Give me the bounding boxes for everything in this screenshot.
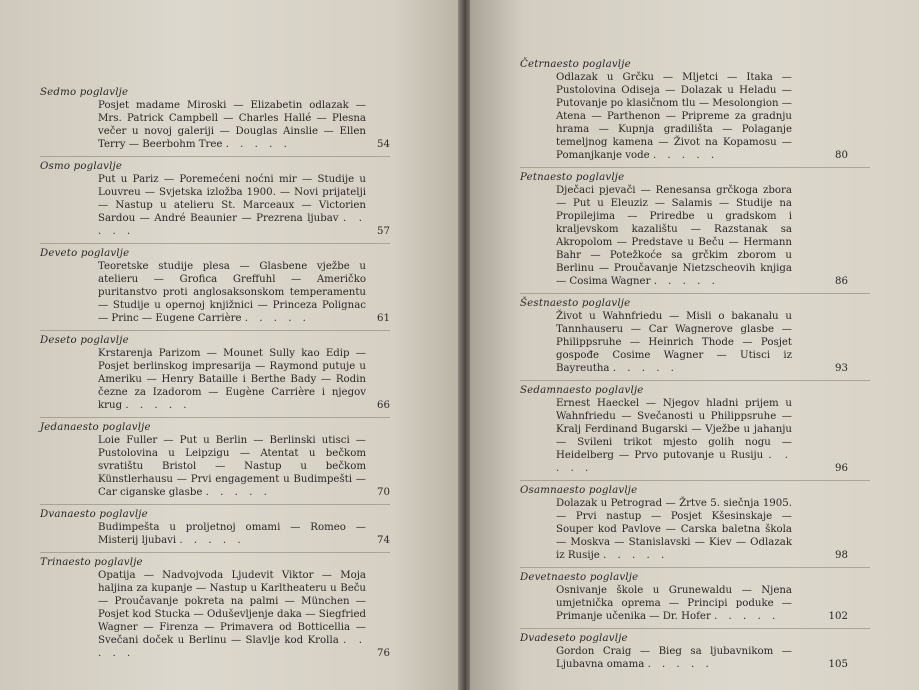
chapter-8 [40, 160, 390, 240]
chapter-summary-text: Odlazak u Grčku — Mljetci — Itaka — Pustolovina Odiseja — Dolazak u Heladu — Putovanje po klasičnom tlu — Mesolongion — Atena — Parthenon — Pripreme za gradnju hrama — Kupnja gradilišta — Polaganje temeljnog kamena — Život na Kopamosu — Pomanjkanje vode [556, 72, 792, 161]
chapter-title: Šestnaesto poglavlje [520, 298, 631, 309]
dot-leader: . . . . . [652, 150, 719, 161]
chapter-title: Petnaesto poglavlje [520, 172, 625, 183]
chapter-summary-text: Ernest Haeckel — Njegov hladni prijem u Wahnfriedu — Svečanosti u Philippsruhe — Kralj Ferdinand Bugarski — Vježbe u jahanju — Svileni trikot mjesto golih nogu — Heidelberg — Prvo putovanje u Rusiju [556, 398, 792, 461]
chapter-summary-text: Loie Fuller — Put u Berlin — Berlinski utisci — Pustolovina u Leipzigu — Atentat u bečkom svratištu Bristol — Nastup u bečkom Künstlerhausu — Prvi engagement u Budimpešti — Car ciganske glasbe [98, 435, 366, 498]
divider [520, 293, 870, 294]
page-number: 61 [377, 313, 390, 324]
chapter-summary-text: Dolazak u Petrograd — Žrtve 5. siečnja 1905. — Prvi nastup — Posjet Kšesinskaje — Souper kod Pavlove — Carska baletna škola — Moskva — Stanislavski — Kiev — Odlazak iz Rusije [556, 498, 792, 561]
chapter-summary [98, 347, 366, 414]
divider [40, 330, 390, 331]
chapter-summary-text: Teoretske studije plesa — Glasbene vježbe u atelieru — Grofica Greffuhl — Američko puritanstvo proti anglosaksonskom temperamentu — Studije u opernoj knjižnici — Princeza Polignac — Princ — Eugene Carrière [98, 261, 366, 324]
chapter-summary-text: Gordon Craig — Bieg sa ljubavnikom — Ljubavna omama [556, 646, 792, 670]
chapter-summary [98, 173, 366, 240]
dot-leader: . . . . . [714, 611, 780, 622]
chapter-summary [556, 584, 792, 625]
chapter-title: Trinaesto poglavlje [40, 557, 143, 568]
dot-leader: . . . . . [225, 139, 291, 150]
chapter-summary [556, 397, 792, 477]
page-number: 105 [828, 659, 848, 670]
chapter-summary [98, 260, 366, 327]
chapter-summary [556, 645, 792, 673]
left-toc [40, 86, 390, 662]
chapter-summary-text: Krstarenja Parizom — Mounet Sully kao Edip — Posjet berlinskog impresarija — Raymond putuje u Ameriku — Henry Bataille i Berthe Bady — Rodin čezne za Izadorom — Eugène Carrière i njegov krug [98, 348, 366, 411]
page-number: 96 [835, 463, 848, 474]
page-number: 66 [377, 400, 390, 411]
page-number: 98 [835, 550, 848, 561]
chapter-summary-text: Opatija — Nadvojvoda Ljudevit Viktor — Moja haljina za kupanje — Nastup u Karltheateru u Beču — Proučavanje pokreta na palmi — München — Posjet kod Stucka — Oduševljenje daka — Siegfried Wagner — Firenza — Primavera od Botticellia — Svečani doček u Berlinu — Slavlje kod Krolla [98, 570, 366, 646]
chapter-18 [520, 484, 870, 564]
dot-leader: . . . . . [653, 276, 719, 287]
chapter-summary [556, 71, 792, 164]
chapter-12 [40, 508, 390, 549]
page-number: 102 [828, 611, 848, 622]
page-number: 76 [377, 648, 390, 659]
chapter-13 [40, 556, 390, 662]
dot-leader: . . . . . [205, 487, 271, 498]
chapter-summary [98, 99, 366, 153]
divider [40, 552, 390, 553]
chapter-11 [40, 421, 390, 501]
dot-leader: . . . . . [603, 550, 669, 561]
chapter-7 [40, 86, 390, 153]
dot-leader: . . . . . [556, 450, 792, 474]
chapter-19 [520, 571, 870, 625]
page-number: 93 [835, 363, 848, 374]
divider [40, 243, 390, 244]
chapter-summary [98, 521, 366, 549]
right-toc [520, 58, 870, 673]
chapter-summary-text: Osnivanje škole u Grunewaldu — Njena umjetnička oprema — Principi poduke — Primanje učenika — Dr. Hofer [556, 585, 792, 622]
dot-leader: . . . . . [98, 635, 366, 659]
divider [40, 417, 390, 418]
divider [520, 380, 870, 381]
chapter-title: Sedmo poglavlje [40, 87, 129, 98]
chapter-summary [556, 497, 792, 564]
divider [520, 567, 870, 568]
chapter-14 [520, 58, 870, 164]
chapter-summary [556, 310, 792, 377]
chapter-9 [40, 247, 390, 327]
chapter-10 [40, 334, 390, 414]
page-number: 54 [377, 139, 390, 150]
page-number: 70 [377, 487, 390, 498]
chapter-summary [98, 569, 366, 662]
dot-leader: . . . . . [612, 363, 678, 374]
chapter-17 [520, 384, 870, 477]
chapter-title: Osmo poglavlje [40, 161, 123, 172]
chapter-title: Četrnaesto poglavlje [520, 59, 631, 70]
page-number: 74 [377, 535, 390, 546]
chapter-summary-text: Dječaci pjevači — Renesansa grčkoga zbora — Put u Eleuziz — Salamis — Studije na Propilejima — Priredbe u gradskom i kraljevskom kazalištu — Razstanak sa Akropolom — Predstave u Beču — Hermann Bahr — Potežkoće sa grčkim zborom u Berlinu — Proučavanje Nietzscheovih knjiga — Cosima Wagner [556, 185, 792, 287]
divider [40, 156, 390, 157]
chapter-title: Deseto poglavlje [40, 335, 129, 346]
page-number: 57 [377, 226, 390, 237]
chapter-title: Sedamnaesto poglavlje [520, 385, 644, 396]
divider [520, 628, 870, 629]
dot-leader: . . . . . [125, 400, 191, 411]
chapter-15 [520, 171, 870, 290]
divider [40, 504, 390, 505]
chapter-title: Deveto poglavlje [40, 248, 130, 259]
chapter-title: Dvadeseto poglavlje [520, 633, 628, 644]
chapter-title: Jedanaesto poglavlje [40, 422, 151, 433]
dot-leader: . . . . . [244, 313, 310, 324]
chapter-summary-text: Budimpešta u proljetnoj omami — Romeo — Misterij ljubavi [98, 522, 366, 546]
chapter-title: Osamnaesto poglavlje [520, 485, 638, 496]
chapter-16 [520, 297, 870, 377]
chapter-title: Devetnaesto poglavlje [520, 572, 639, 583]
divider [520, 167, 870, 168]
chapter-summary-text: Posjet madame Miroski — Elizabetin odlazak — Mrs. Patrick Campbell — Charles Hallé — Plesna večer u novoj galeriji — Douglas Ainslie — Ellen Terry — Beerbohm Tree [98, 100, 366, 150]
page-number: 80 [835, 150, 848, 161]
chapter-summary [556, 184, 792, 290]
divider [520, 480, 870, 481]
page-number: 86 [835, 276, 848, 287]
chapter-summary-text: Put u Pariz — Poremećeni noćni mir — Studije u Louvreu — Svjetska izložba 1900. — Novi prijatelji — Nastup u atelieru St. Marceaux — Victorien Sardou — André Beaunier — Prezrena ljubav [98, 174, 366, 224]
dot-leader: . . . . . [98, 213, 366, 237]
chapter-summary [98, 434, 366, 501]
chapter-summary-text: Život u Wahnfriedu — Misli o bakanalu u Tannhauseru — Car Wagnerove glasbe — Philippsruhe — Heinrich Thode — Posjet gospođe Cosime Wagner — Utisci iz Bayreutha [556, 311, 792, 374]
dot-leader: . . . . . [179, 535, 245, 546]
dot-leader: . . . . . [647, 659, 713, 670]
chapter-20 [520, 632, 870, 673]
right-page [470, 0, 919, 690]
chapter-title: Dvanaesto poglavlje [40, 509, 148, 520]
